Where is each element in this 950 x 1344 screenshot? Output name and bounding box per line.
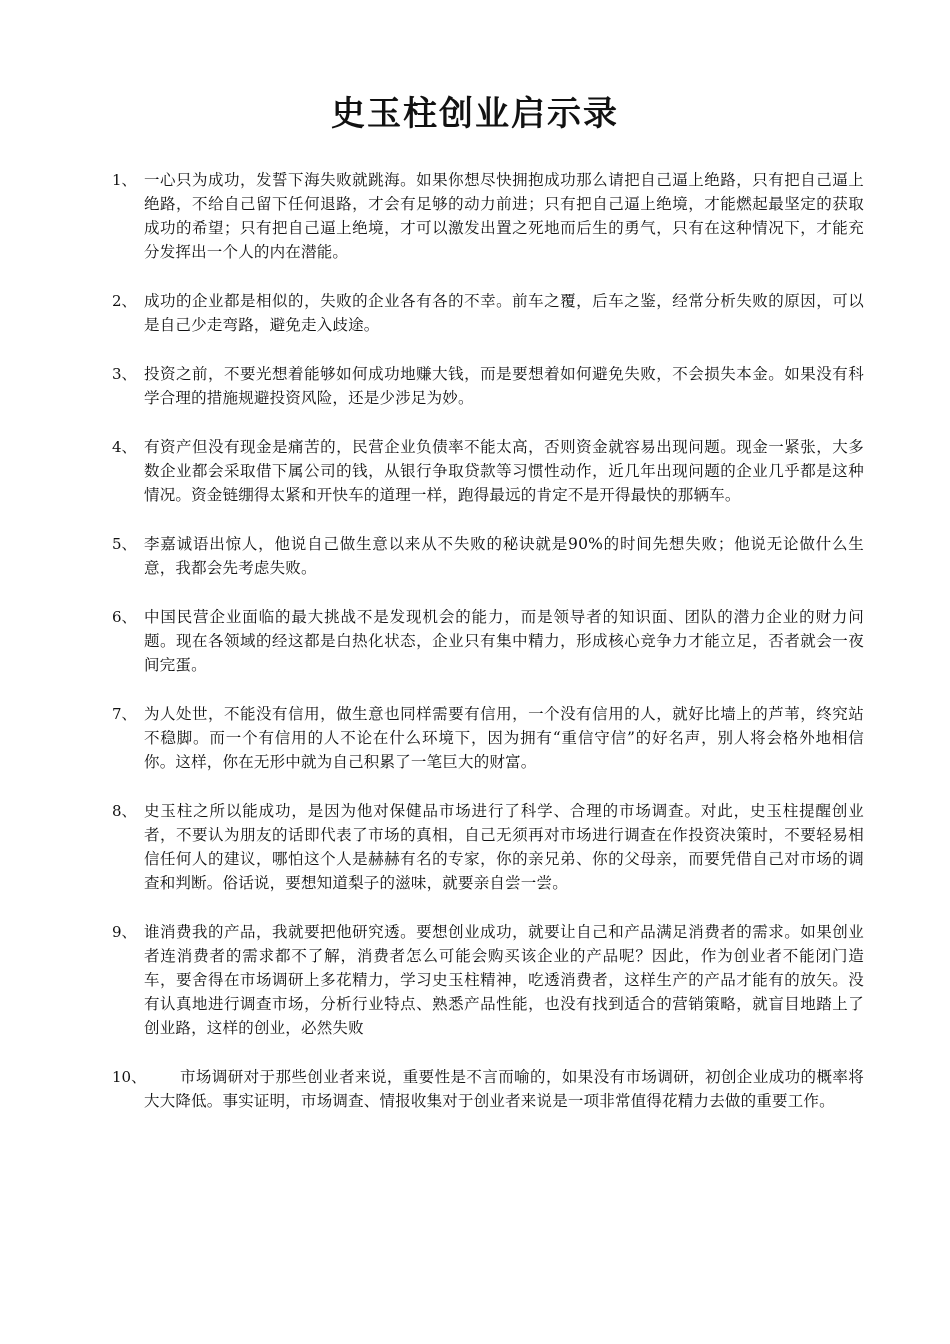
item-text: 李嘉诚语出惊人，他说自己做生意以来从不失败的秘诀就是90%的时间先想失败；他说无论做什么生意，我都会先考虑失败。 xyxy=(144,535,864,577)
item-number: 1、 xyxy=(112,171,137,189)
item-text: 史玉柱之所以能成功，是因为他对保健品市场进行了科学、合理的市场调查。对此，史玉柱提醒创业者，不要认为朋友的话即代表了市场的真相，自己无须再对市场进行调查在作投资决策时，不要轻易相信任何人的建议，哪怕这个人是赫赫有名的专家，你的亲兄弟、你的父母亲，而要凭借自己对市场的调查和判断。俗话说，要想知道梨子的滋味，就要亲自尝一尝。 xyxy=(144,802,864,892)
item-text: 成功的企业都是相似的，失败的企业各有各的不幸。前车之覆，后车之鉴，经常分析失败的原因，可以是自己少走弯路，避免走入歧途。 xyxy=(144,292,864,334)
insight-list xyxy=(112,168,864,1138)
item-text: 有资产但没有现金是痛苦的，民营企业负债率不能太高，否则资金就容易出现问题。现金一紧张，大多数企业都会采取借下属公司的钱，从银行争取贷款等习惯性动作，近几年出现问题的企业几乎都是这种情况。资金链绷得太紧和开快车的道理一样，跑得最远的肯定不是开得最快的那辆车。 xyxy=(144,438,864,504)
item-number: 9、 xyxy=(112,923,137,941)
list-item xyxy=(112,532,864,580)
item-number: 3、 xyxy=(112,365,137,383)
item-text: 投资之前，不要光想着能够如何成功地赚大钱，而是要想着如何避免失败，不会损失本金。如果没有科学合理的措施规避投资风险，还是少涉足为妙。 xyxy=(144,365,864,407)
item-text: 为人处世，不能没有信用，做生意也同样需要有信用，一个没有信用的人，就好比墙上的芦苇，终究站不稳脚。而一个有信用的人不论在什么环境下，因为拥有“重信守信”的好名声，别人将会格外地相信你。这样，你在无形中就为自己积累了一笔巨大的财富。 xyxy=(144,705,864,771)
item-text: 市场调研对于那些创业者来说，重要性是不言而喻的，如果没有市场调研，初创企业成功的概率将大大降低。事实证明，市场调查、情报收集对于创业者来说是一项非常值得花精力去做的重要工作。 xyxy=(144,1068,864,1110)
item-number: 8、 xyxy=(112,802,137,820)
list-item xyxy=(112,920,864,1040)
item-number: 7、 xyxy=(112,705,137,723)
list-item xyxy=(112,289,864,337)
list-item xyxy=(112,435,864,507)
item-number: 10、 xyxy=(112,1068,147,1086)
item-number: 6、 xyxy=(112,608,137,626)
list-item xyxy=(112,702,864,774)
list-item xyxy=(112,168,864,264)
list-item xyxy=(112,1065,864,1113)
list-item xyxy=(112,605,864,677)
item-number: 2、 xyxy=(112,292,137,310)
list-item xyxy=(112,799,864,895)
item-text: 谁消费我的产品，我就要把他研究透。要想创业成功，就要让自己和产品满足消费者的需求。如果创业者连消费者的需求都不了解，消费者怎么可能会购买该企业的产品呢？因此，作为创业者不能闭门造车，要舍得在市场调研上多花精力，学习史玉柱精神，吃透消费者，这样生产的产品才能有的放矢。没有认真地进行调查市场，分析行业特点、熟悉产品性能，也没有找到适合的营销策略，就盲目地踏上了创业路，这样的创业，必然失败 xyxy=(144,923,864,1037)
list-item xyxy=(112,362,864,410)
item-number: 5、 xyxy=(112,535,137,553)
item-number: 4、 xyxy=(112,438,137,456)
document-title: 史玉柱创业启示录 xyxy=(331,94,619,134)
item-text: 中国民营企业面临的最大挑战不是发现机会的能力，而是领导者的知识面、团队的潜力企业的财力问题。现在各领域的经这都是白热化状态，企业只有集中精力，形成核心竞争力才能立足，否者就会一夜间完蛋。 xyxy=(144,608,864,674)
item-text: 一心只为成功，发誓下海失败就跳海。如果你想尽快拥抱成功那么请把自己逼上绝路，只有把自己逼上绝路，不给自己留下任何退路，才会有足够的动力前进；只有把自己逼上绝境，才能燃起最坚定的获取成功的希望；只有把自己逼上绝境，才可以激发出置之死地而后生的勇气，只有在这种情况下，才能充分发挥出一个人的内在潜能。 xyxy=(144,171,864,261)
